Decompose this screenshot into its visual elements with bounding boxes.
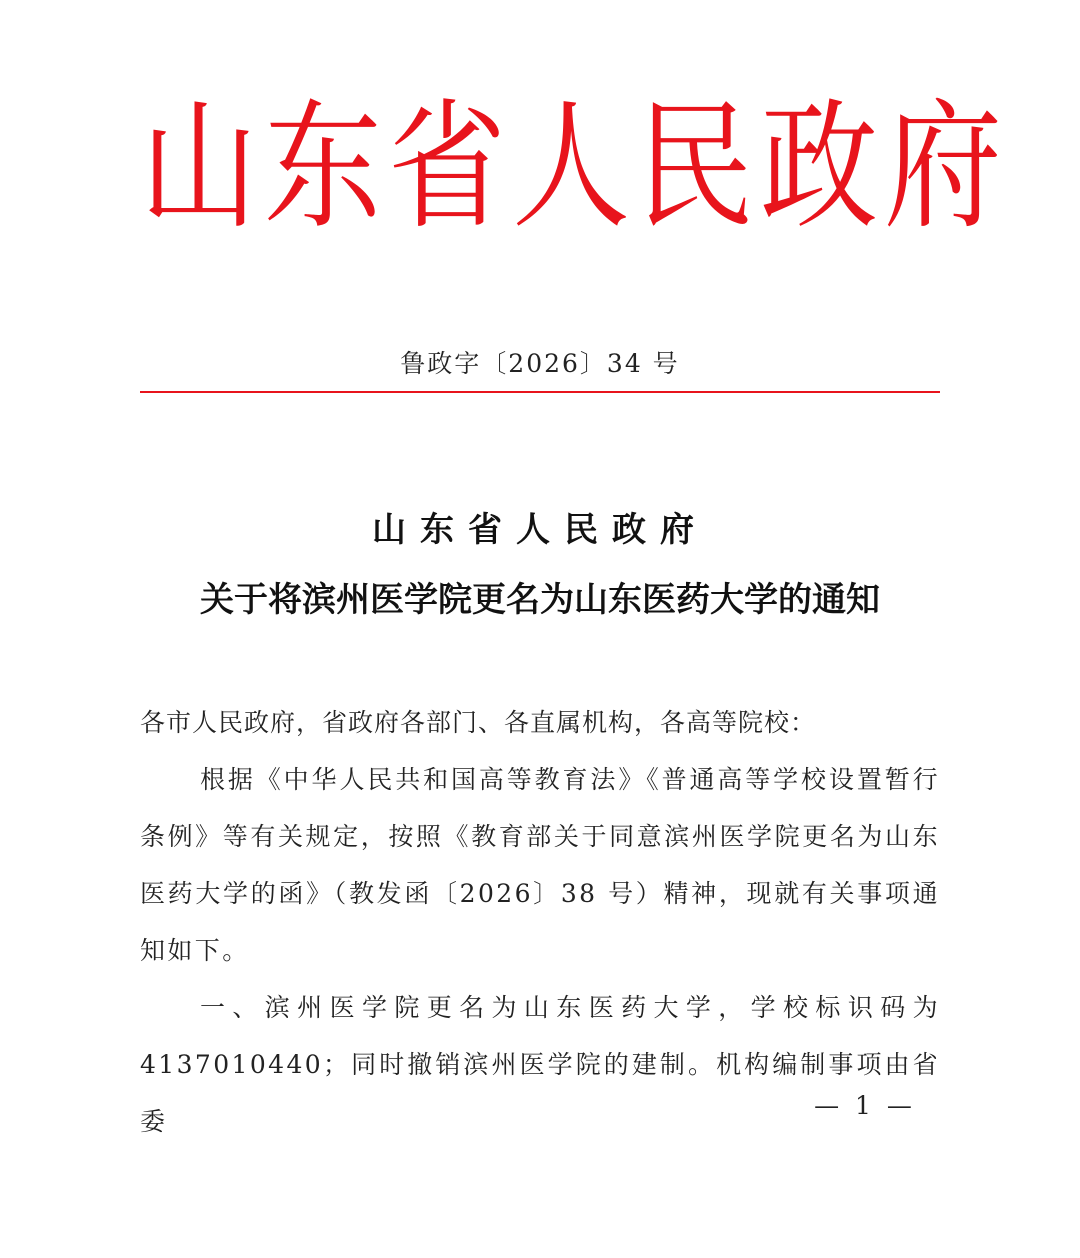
masthead-title: 山东省人民政府 — [140, 85, 1009, 248]
notice-title-line-1: 山东省人民政府 — [372, 510, 708, 550]
page-number: — 1 — — [814, 1091, 916, 1120]
paragraph-item-1: 一、滨州医学院更名为山东医药大学，学校标识码为4137010440；同时撤销滨州医学院的建制。机构编制事项由省委 — [140, 993, 940, 1136]
notice-body — [140, 694, 940, 1150]
paragraph-basis: 根据《中华人民共和国高等教育法》《普通高等学校设置暂行条例》等有关规定，按照《教育部关于同意滨州医学院更名为山东医药大学的函》（教发函〔2026〕38 号）精神，现就有关事项通知如下。 — [140, 765, 940, 965]
red-divider — [140, 391, 940, 393]
document-number: 鲁政字〔2026〕34 号 — [400, 349, 680, 378]
notice-title-line-2: 关于将滨州医学院更名为山东医药大学的通知 — [200, 580, 880, 620]
salutation: 各市人民政府，省政府各部门、各直属机构，各高等院校： — [140, 708, 817, 737]
